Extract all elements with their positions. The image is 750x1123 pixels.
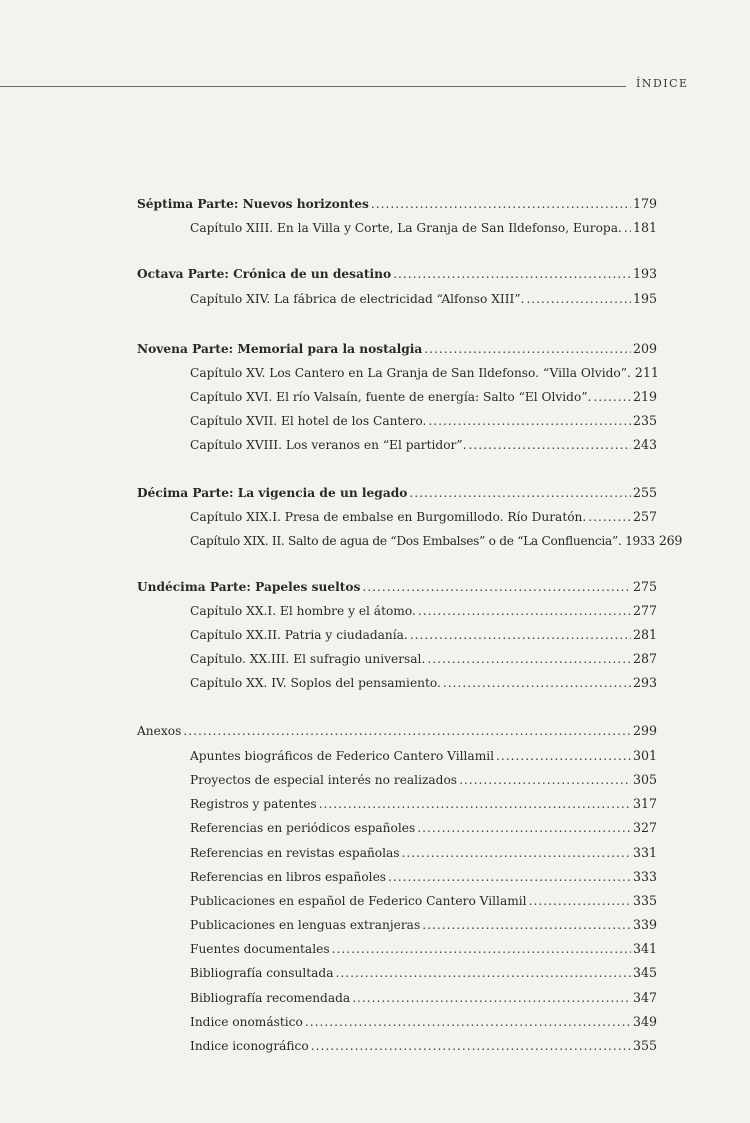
toc-page-number: 301: [632, 748, 657, 763]
dot-leader: [388, 870, 631, 884]
toc-anexos[interactable]: [137, 723, 657, 738]
toc-chapter[interactable]: [190, 291, 657, 306]
dot-leader: [468, 438, 630, 452]
toc-page-number: 341: [632, 941, 657, 956]
toc-page-number: 345: [632, 965, 657, 980]
toc-annex-item[interactable]: [190, 965, 657, 980]
dot-leader: [335, 966, 630, 980]
toc-page-number: 195: [632, 291, 657, 306]
toc-page-number: 179: [632, 196, 657, 211]
dot-leader: [427, 652, 631, 666]
toc-part-octava[interactable]: [137, 266, 657, 281]
dot-leader: [183, 724, 631, 738]
toc-entry-label: Décima Parte: La vigencia de un legado: [137, 486, 408, 500]
toc-page-number: 275: [632, 579, 657, 594]
toc-page-number: 287: [632, 651, 657, 666]
toc-entry-label: Referencias en revistas españolas: [190, 846, 400, 860]
toc-entry-label: Publicaciones en español de Federico Cantero Villamil: [190, 894, 527, 908]
toc-page-number: 235: [632, 413, 657, 428]
toc-chapter[interactable]: [190, 533, 683, 548]
toc-entry-label: Registros y patentes: [190, 797, 317, 811]
toc-entry-label: Bibliografía consultada: [190, 966, 334, 980]
dot-leader: [332, 942, 631, 956]
toc-page-number: 181: [632, 220, 657, 235]
toc-entry-label: Capítulo XVI. El río Valsaín, fuente de energía: Salto “El Olvido”.: [190, 390, 592, 404]
toc-page-number: 335: [632, 893, 657, 908]
toc-chapter[interactable]: [190, 365, 657, 380]
toc-chapter[interactable]: [190, 389, 657, 404]
toc-annex-item[interactable]: [190, 748, 657, 763]
dot-leader: [424, 342, 631, 356]
toc-annex-item[interactable]: [190, 845, 657, 860]
toc-entry-label: Referencias en periódicos españoles: [190, 821, 416, 835]
dot-leader: [422, 918, 631, 932]
toc-entry-label: Capítulo XVIII. Los veranos en “El partidor”.: [190, 438, 467, 452]
toc-page-number: 331: [632, 845, 657, 860]
toc-chapter[interactable]: [190, 509, 657, 524]
dot-leader: [588, 510, 631, 524]
toc-entry-label: Capítulo. XX.III. El sufragio universal.: [190, 652, 426, 666]
toc-chapter[interactable]: [190, 220, 657, 235]
toc-chapter[interactable]: [190, 603, 657, 618]
toc-page-number: 347: [632, 990, 657, 1005]
toc-entry-label: Bibliografía recomendada: [190, 991, 351, 1005]
toc-entry-label: Novena Parte: Memorial para la nostalgia: [137, 342, 423, 356]
toc-entry-label: Capítulo XIII. En la Villa y Corte, La Granja de San Ildefonso, Europa.: [190, 221, 622, 235]
toc-chapter[interactable]: [190, 651, 657, 666]
toc-entry-label: Séptima Parte: Nuevos horizontes: [137, 197, 369, 211]
toc-entry-label: Capítulo XV. Los Cantero en La Granja de San Ildefonso. “Villa Olvido”.: [190, 366, 631, 380]
toc-entry-label: Referencias en libros españoles: [190, 870, 387, 884]
dot-leader: [428, 414, 631, 428]
toc-chapter[interactable]: [190, 627, 657, 642]
toc-entry-label: Apuntes biográficos de Federico Cantero Villamil: [190, 749, 495, 763]
toc-page-number: 193: [632, 266, 657, 281]
dot-leader: [526, 292, 631, 306]
toc-page-number: 209: [632, 341, 657, 356]
dot-leader: [417, 821, 631, 835]
dot-leader: [593, 390, 631, 404]
toc-entry-label: Capítulo XX. IV. Soplos del pensamiento.: [190, 676, 441, 690]
toc-page-number: 299: [632, 723, 657, 738]
toc-annex-item[interactable]: [190, 1038, 657, 1053]
toc-annex-item[interactable]: [190, 869, 657, 884]
toc-page-number: 281: [632, 627, 657, 642]
toc-annex-item[interactable]: [190, 990, 657, 1005]
toc-page-number: 277: [632, 603, 657, 618]
dot-leader: [402, 846, 631, 860]
toc-page-number: 257: [632, 509, 657, 524]
toc-page-number: 317: [632, 796, 657, 811]
dot-leader: [352, 991, 631, 1005]
toc-page-number: 211: [634, 365, 659, 380]
toc-entry-label: Indice iconográfico: [190, 1039, 309, 1053]
dot-leader: [529, 894, 631, 908]
dot-leader: [624, 221, 631, 235]
toc-page-number: 219: [632, 389, 657, 404]
dot-leader: [362, 580, 631, 594]
dot-leader: [319, 797, 631, 811]
toc-annex-item[interactable]: [190, 1014, 657, 1029]
dot-leader: [409, 486, 631, 500]
dot-leader: [496, 749, 631, 763]
toc-page-number: 349: [632, 1014, 657, 1029]
toc-page-number: 339: [632, 917, 657, 932]
toc-page-number: 333: [632, 869, 657, 884]
toc-chapter[interactable]: [190, 675, 657, 690]
toc-page-number: 269: [658, 533, 683, 548]
toc-entry-label: Undécima Parte: Papeles sueltos: [137, 580, 361, 594]
toc-annex-item[interactable]: [190, 893, 657, 908]
toc-entry-label: Anexos: [137, 724, 182, 738]
toc-annex-item[interactable]: [190, 941, 657, 956]
toc-entry-label: Capítulo XIX.I. Presa de embalse en Burgomillodo. Río Duratón.: [190, 510, 587, 524]
toc-part-novena[interactable]: [137, 341, 657, 356]
toc-entry-label: Fuentes documentales: [190, 942, 330, 956]
toc-page-number: 255: [632, 485, 657, 500]
toc-entry-label: Capítulo XX.I. El hombre y el átomo.: [190, 604, 416, 618]
toc-part-decima[interactable]: [137, 485, 657, 500]
toc-part-septima[interactable]: [137, 196, 657, 211]
toc-chapter[interactable]: [190, 413, 657, 428]
toc-entry-label: Indice onomástico: [190, 1015, 303, 1029]
running-head: ÍNDICE: [636, 77, 689, 90]
toc-annex-item[interactable]: [190, 917, 657, 932]
toc-page-number: 355: [632, 1038, 657, 1053]
toc-entry-label: Capítulo XIV. La fábrica de electricidad “Alfonso XIII”.: [190, 292, 525, 306]
toc-part-undecima[interactable]: [137, 579, 657, 594]
toc-entry-label: Capítulo XX.II. Patria y ciudadanía.: [190, 628, 408, 642]
toc-annex-item[interactable]: [190, 772, 657, 787]
toc-entry-label: Publicaciones en lenguas extranjeras: [190, 918, 421, 932]
dot-leader: [371, 197, 631, 211]
dot-leader: [305, 1015, 631, 1029]
toc-page-number: 305: [632, 772, 657, 787]
toc-page-number: 293: [632, 675, 657, 690]
toc-annex-item[interactable]: [190, 796, 657, 811]
dot-leader: [443, 676, 631, 690]
header-rule: [0, 86, 626, 87]
toc-entry-label: Capítulo XIX. II. Salto de agua de “Dos Embalses” o de “La Confluencia”. 1933: [190, 534, 655, 548]
toc-entry-label: Capítulo XVII. El hotel de los Cantero.: [190, 414, 427, 428]
toc-entry-label: Proyectos de especial interés no realizados: [190, 773, 458, 787]
dot-leader: [410, 628, 631, 642]
toc-page-number: 243: [632, 437, 657, 452]
dot-leader: [459, 773, 631, 787]
dot-leader: [311, 1039, 631, 1053]
dot-leader: [393, 267, 631, 281]
toc-annex-item[interactable]: [190, 820, 657, 835]
toc-entry-label: Octava Parte: Crónica de un desatino: [137, 267, 392, 281]
toc-page-number: 327: [632, 820, 657, 835]
dot-leader: [418, 604, 631, 618]
toc-chapter[interactable]: [190, 437, 657, 452]
